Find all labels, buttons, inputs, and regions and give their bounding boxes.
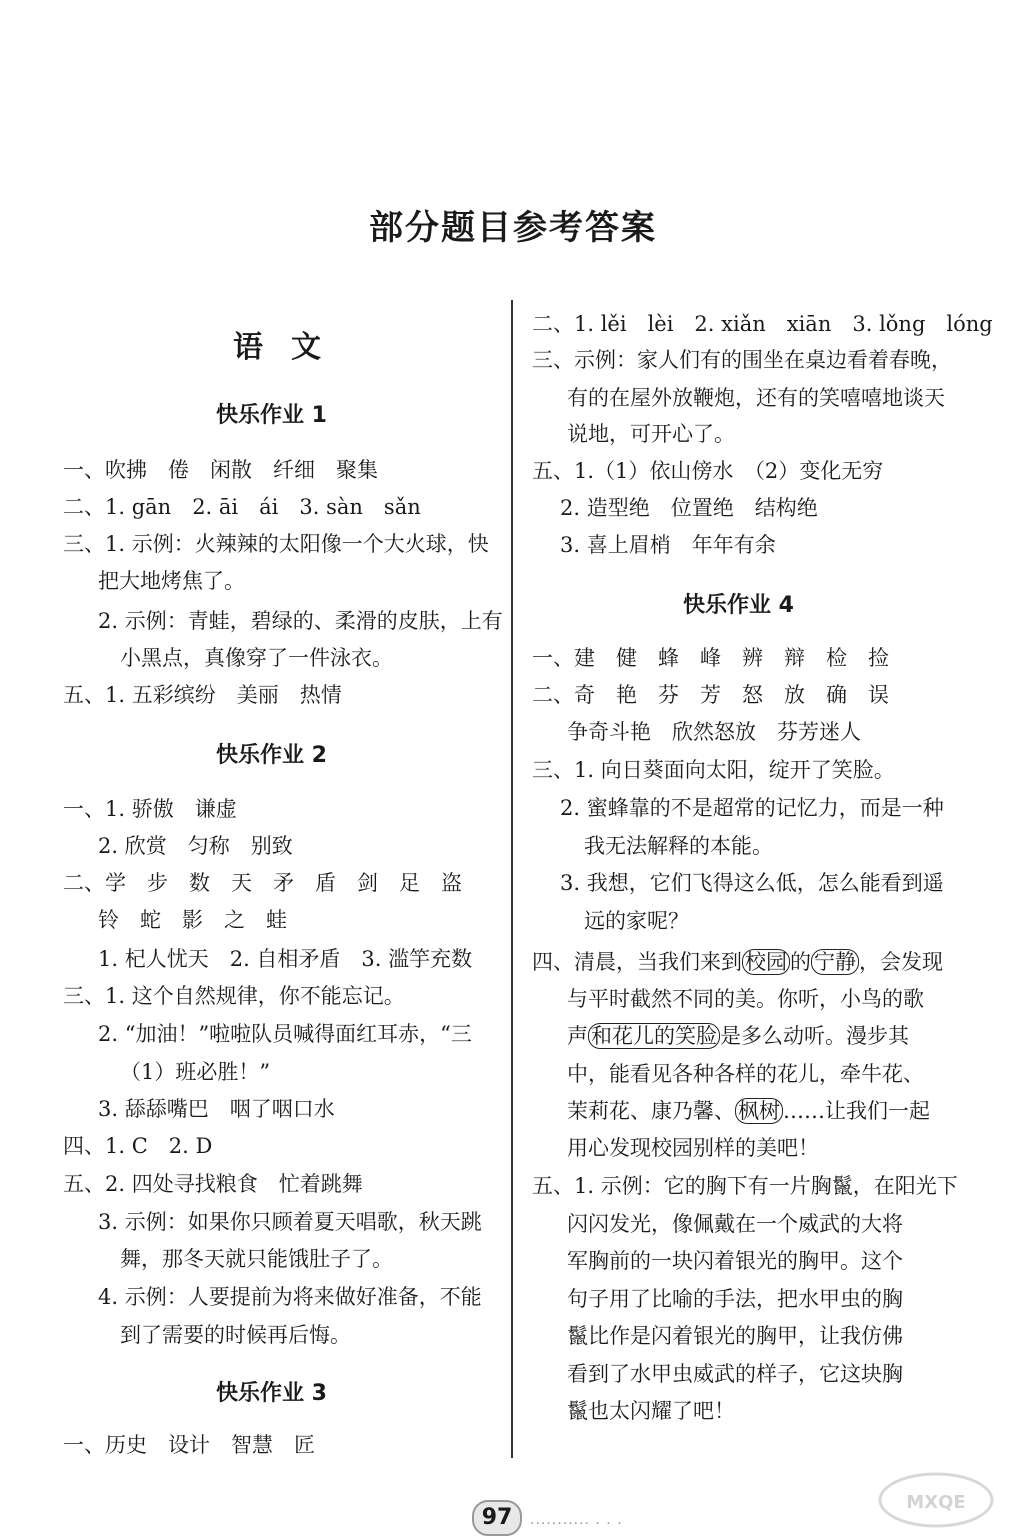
hw3-line: 一、历史 设计 智慧 匠	[63, 1433, 315, 1457]
hw4-line: 远的家呢？	[584, 909, 689, 933]
hw4-line: 一、建 健 蜂 峰 辨 辩 检 捡	[532, 646, 889, 670]
decorative-dots: ··········· · · ·	[530, 1516, 623, 1532]
hw2-line: 四、1. C 2. D	[63, 1134, 213, 1158]
hw3-continued-line: 五、1.（1）依山傍水 （2）变化无穷	[532, 459, 884, 483]
q4-line: 用心发现校园别样的美吧！	[567, 1136, 819, 1160]
q5-line: 闪闪发光，像佩戴在一个威武的大将	[567, 1212, 903, 1236]
hw1-line: 把大地烤焦了。	[98, 569, 245, 593]
q4-line: 四、清晨，当我们来到 校园 的 宁静 ，会发现	[532, 950, 943, 974]
hw3-continued-line: 3. 喜上眉梢 年年有余	[560, 533, 776, 557]
hw1-line: 小黑点，真像穿了一件泳衣。	[120, 646, 393, 670]
hw1-line: 五、1. 五彩缤纷 美丽 热情	[63, 683, 342, 707]
hw3-continued-line: 三、示例：家人们有的围坐在桌边看着春晚，	[532, 348, 952, 372]
hw4-line: 3. 我想，它们飞得这么低，怎么能看到遥	[560, 871, 944, 895]
hw3-heading: 快乐作业 3	[216, 1381, 327, 1406]
hw2-line: 五、2. 四处寻找粮食 忙着跳舞	[63, 1172, 363, 1196]
hw2-line: 3. 示例：如果你只顾着夏天唱歌，秋天跳	[98, 1210, 482, 1234]
hw1-line: 二、1. gān 2. āi ái 3. sàn sǎn	[63, 495, 421, 519]
page-number: 97	[472, 1500, 522, 1536]
hw4-line: 争奇斗艳 欣然怒放 芬芳迷人	[567, 720, 861, 744]
hw2-line: 舞，那冬天就只能饿肚子了。	[120, 1247, 393, 1271]
hw2-line: 3. 舔舔嘴巴 咽了咽口水	[98, 1097, 335, 1121]
hw2-line: （1）班必胜！”	[120, 1060, 271, 1084]
hw3-continued-line: 说地，可开心了。	[567, 422, 735, 446]
q4-line: 声 和花儿的笑脸 是多么动听。漫步其	[567, 1024, 909, 1048]
hw2-line: 2. “加油！”啦啦队员喊得面红耳赤，“三	[98, 1022, 472, 1046]
hw3-continued-line: 有的在屋外放鞭炮，还有的笑嘻嘻地谈天	[567, 386, 945, 410]
q5-line: 句子用了比喻的手法，把水甲虫的胸	[567, 1287, 903, 1311]
q5-line: 看到了水甲虫威武的样子，它这块胸	[567, 1362, 903, 1386]
circled-text: 校园	[742, 949, 790, 975]
q4-line: 茉莉花、康乃馨、 枫树 ……让我们一起	[567, 1099, 930, 1123]
circled-text: 枫树	[735, 1098, 783, 1124]
hw4-heading: 快乐作业 4	[683, 593, 794, 618]
hw2-line: 一、1. 骄傲 谦虚	[63, 797, 237, 821]
hw2-line: 1. 杞人忧天 2. 自相矛盾 3. 滥竽充数	[98, 947, 473, 971]
watermark-logo-icon	[876, 1460, 996, 1530]
hw2-line: 到了需要的时候再后悔。	[120, 1323, 351, 1347]
hw2-heading: 快乐作业 2	[216, 743, 327, 768]
q5-line: 鬣比作是闪着银光的胸甲，让我仿佛	[567, 1324, 903, 1348]
hw3-continued-line: 2. 造型绝 位置绝 结构绝	[560, 496, 818, 520]
q5-line: 鬣也太闪耀了吧！	[567, 1399, 735, 1423]
hw1-heading: 快乐作业 1	[216, 403, 327, 428]
page-title: 部分题目参考答案	[369, 208, 657, 248]
q5-line: 军胸前的一块闪着银光的胸甲。这个	[567, 1249, 903, 1273]
q5-line: 五、1. 示例：它的胸下有一片胸鬣，在阳光下	[532, 1174, 958, 1198]
hw4-line: 二、奇 艳 芬 芳 怒 放 确 误	[532, 683, 889, 707]
hw2-line: 2. 欣赏 匀称 别致	[98, 834, 293, 858]
column-divider	[511, 300, 513, 1458]
hw1-line: 一、吹拂 倦 闲散 纤细 聚集	[63, 458, 378, 482]
hw2-line: 4. 示例：人要提前为将来做好准备，不能	[98, 1285, 482, 1309]
hw4-line: 2. 蜜蜂靠的不是超常的记忆力，而是一种	[560, 796, 944, 820]
hw1-line: 三、1. 示例：火辣辣的太阳像一个大火球，快	[63, 532, 489, 556]
hw3-continued-line: 二、1. lěi lèi 2. xiǎn xiān 3. lǒng lóng	[532, 312, 993, 336]
hw2-line: 铃 蛇 影 之 蛙	[98, 908, 287, 932]
q4-line: 与平时截然不同的美。你听，小鸟的歌	[567, 987, 924, 1011]
hw2-line: 三、1. 这个自然规律，你不能忘记。	[63, 984, 405, 1008]
hw4-line: 我无法解释的本能。	[584, 834, 773, 858]
svg-text:MXQE: MXQE	[906, 1492, 966, 1513]
hw4-line: 三、1. 向日葵面向太阳，绽开了笑脸。	[532, 758, 895, 782]
subject-heading: 语文	[233, 330, 349, 365]
circled-text: 宁静	[811, 949, 859, 975]
hw1-line: 2. 示例：青蛙，碧绿的、柔滑的皮肤，上有	[98, 609, 503, 633]
hw2-line: 二、学 步 数 天 矛 盾 剑 足 盗	[63, 871, 462, 895]
q4-line: 中，能看见各种各样的花儿，牵牛花、	[567, 1062, 924, 1086]
circled-text: 和花儿的笑脸	[588, 1023, 720, 1049]
